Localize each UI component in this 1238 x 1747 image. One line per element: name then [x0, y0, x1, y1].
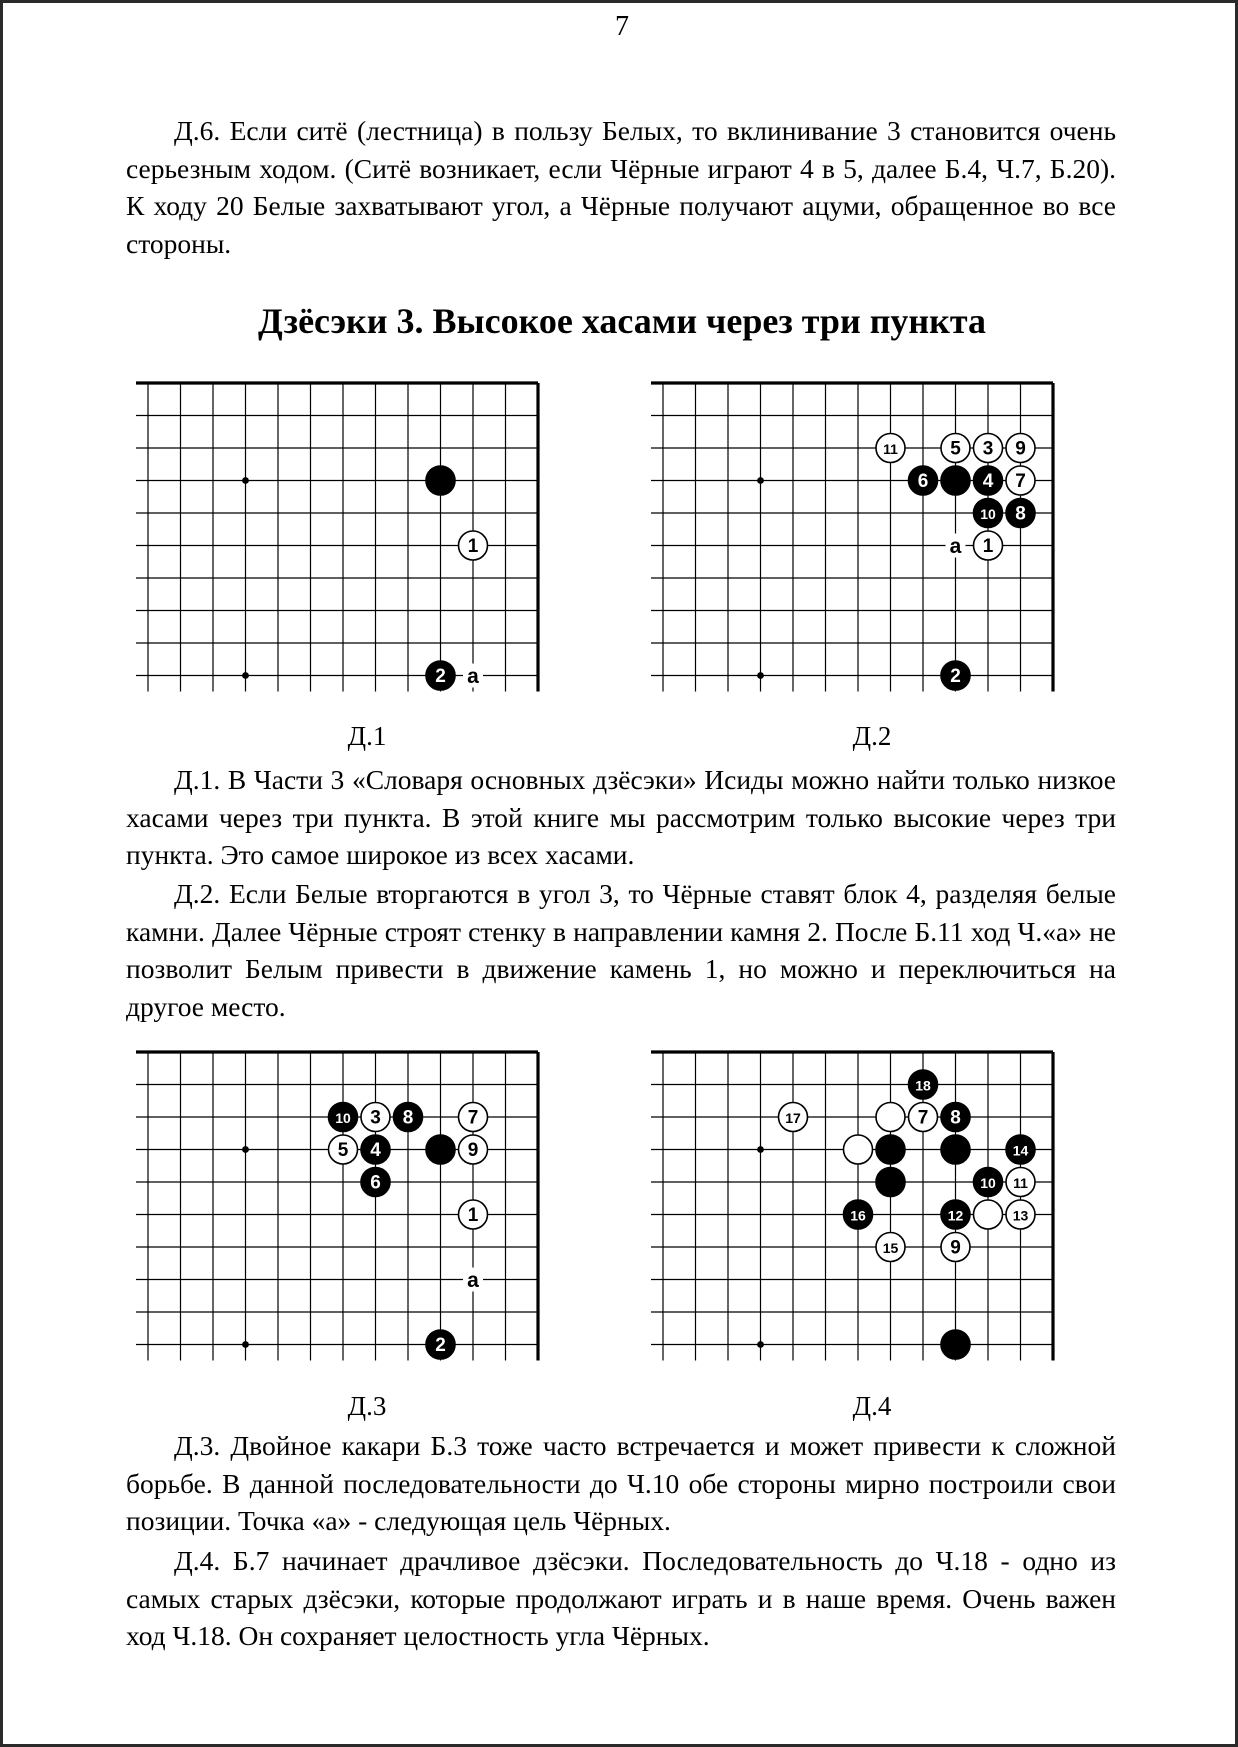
white-stone	[974, 1200, 1003, 1229]
go-diagram-3	[133, 1044, 563, 1389]
white-stone	[876, 1103, 905, 1132]
stone-move-number: 9	[1015, 438, 1026, 460]
white-stone	[941, 434, 970, 463]
stone-move-number: 11	[883, 441, 898, 457]
star-point	[242, 477, 249, 484]
star-point	[242, 1341, 249, 1348]
go-diagram-2	[648, 375, 1078, 720]
black-stone	[876, 1135, 905, 1164]
white-stone	[1006, 1200, 1035, 1229]
black-stone	[876, 1168, 905, 1197]
stone-move-number: 6	[370, 1172, 381, 1194]
stone-move-number: 14	[1012, 1142, 1029, 1159]
black-stone	[941, 1103, 970, 1132]
black-stone	[426, 466, 455, 495]
diagram-caption-1: Д.1	[347, 721, 387, 751]
black-stone	[426, 1135, 455, 1164]
paragraph-d2: Д.2. Если Белые вторгаются в угол 3, то Чёрные ставят блок 4, разделяя белые камни. Далее Чёрные строят стенку в направлении камня 2. После Б.11 ход Ч.«а» не позволит Белым привести в движение камень 1, но можно и переключиться на другое место.	[126, 878, 1116, 1022]
black-stone	[426, 1330, 455, 1359]
section-heading: Дзёсэки 3. Высокое хасами через три пункта	[257, 301, 987, 341]
black-stone	[361, 1168, 390, 1197]
black-stone	[426, 661, 455, 690]
black-stone	[361, 1135, 390, 1164]
stone-move-number: 3	[982, 438, 994, 460]
white-stone	[459, 1103, 488, 1132]
white-stone	[974, 531, 1003, 560]
stone-move-number: 10	[335, 1110, 351, 1126]
stone-move-number: 18	[915, 1077, 931, 1094]
white-stone	[1006, 466, 1035, 495]
white-stone	[941, 1233, 970, 1262]
white-stone	[361, 1103, 390, 1132]
star-point	[242, 672, 249, 679]
stone-move-number: 16	[850, 1207, 866, 1224]
stone-move-number: 5	[337, 1140, 349, 1161]
stone-move-number: 8	[950, 1107, 961, 1129]
white-stone	[459, 531, 488, 560]
stone-move-number: 10	[980, 1175, 996, 1191]
black-stone	[329, 1103, 358, 1132]
stone-move-number: 8	[402, 1107, 414, 1129]
star-point	[757, 477, 764, 484]
stone-move-number: 2	[435, 666, 446, 687]
go-board-3	[133, 1044, 563, 1389]
black-stone	[941, 661, 970, 690]
stone-move-number: 2	[950, 666, 961, 687]
black-stone	[974, 499, 1003, 528]
stone-move-number: 13	[1012, 1207, 1029, 1224]
black-stone	[974, 466, 1003, 495]
page-number: 7	[615, 11, 629, 42]
diagram-caption-4: Д.4	[852, 1391, 892, 1421]
stone-move-number: 4	[982, 471, 994, 492]
white-stone	[329, 1135, 358, 1164]
intro-paragraph: Д.6. Если ситё (лестница) в пользу Белых, то вклинивание 3 становится очень серьезным ходом. (Ситё возникает, если Чёрные играют 4 в 5, далее Б.4, Ч.7, Б.20). К ходу 20 Белые захватывают угол, а Чёрные получают ацуми, обращенное во все стороны.	[126, 115, 1116, 259]
black-stone	[909, 466, 938, 495]
white-stone	[974, 434, 1003, 463]
stone-move-number: 10	[980, 506, 996, 522]
stone-move-number: 12	[947, 1207, 964, 1224]
paragraph-d1: Д.1. В Части 3 «Словаря основных дзёсэки» Исиды можно найти только низкое хасами через три пункта. В этой книге мы рассмотрим только высокие через три пункта. Это самое широкое из всех хасами.	[126, 764, 1116, 870]
stone-move-number: 1	[467, 536, 479, 557]
stone-move-number: 7	[1015, 471, 1026, 492]
stone-move-number: 17	[785, 1110, 801, 1126]
black-stone	[844, 1200, 873, 1229]
diagram-caption-3: Д.3	[347, 1391, 387, 1421]
diagram-caption-2: Д.2	[852, 721, 892, 751]
white-stone	[779, 1103, 808, 1132]
star-point	[242, 1146, 249, 1153]
point-mark-label: a	[949, 535, 962, 558]
point-mark-label: a	[467, 1269, 479, 1292]
point-mark-label: a	[467, 665, 479, 688]
white-stone	[876, 1233, 905, 1262]
go-diagram-4	[648, 1044, 1078, 1389]
paragraph-d4: Д.4. Б.7 начинает драчливое дзёсэки. Последовательность до Ч.18 - одно из самых старых дзёсэки, которые продолжают играть и в наше время. Очень важен ход Ч.18. Он сохраняет целостность угла Чёрных.	[126, 1545, 1116, 1651]
black-stone	[941, 1200, 970, 1229]
white-stone	[1006, 1168, 1035, 1197]
stone-move-number: 11	[1013, 1175, 1028, 1191]
black-stone	[394, 1103, 423, 1132]
black-stone	[941, 1135, 970, 1164]
stone-move-number: 7	[467, 1107, 479, 1129]
stone-move-number: 9	[467, 1140, 479, 1161]
white-stone	[844, 1135, 873, 1164]
stone-move-number: 6	[917, 471, 929, 492]
black-stone	[1006, 499, 1035, 528]
star-point	[757, 1146, 764, 1153]
stone-move-number: 1	[467, 1205, 479, 1226]
stone-move-number: 4	[370, 1140, 381, 1161]
white-stone	[459, 1135, 488, 1164]
black-stone	[1006, 1135, 1035, 1164]
white-stone	[1006, 434, 1035, 463]
go-board-1	[133, 375, 563, 720]
stone-move-number: 3	[370, 1107, 381, 1129]
black-stone	[941, 466, 970, 495]
stone-move-number: 8	[1015, 503, 1026, 525]
go-board-2	[648, 375, 1078, 720]
stone-move-number: 1	[982, 536, 994, 557]
stone-move-number: 2	[435, 1335, 446, 1356]
paragraph-d3: Д.3. Двойное какари Б.3 тоже часто встречается и может привести к сложной борьбе. В данной последовательности до Ч.10 обе стороны мирно построили свои позиции. Точка «а» - следующая цель Чёрных.	[126, 1430, 1116, 1536]
go-diagram-1	[133, 375, 563, 720]
white-stone	[459, 1200, 488, 1229]
go-board-4	[648, 1044, 1078, 1389]
white-stone	[909, 1103, 938, 1132]
black-stone	[941, 1330, 970, 1359]
stone-move-number: 15	[882, 1240, 899, 1256]
star-point	[757, 1341, 764, 1348]
stone-move-number: 7	[917, 1107, 929, 1129]
black-stone	[909, 1070, 938, 1099]
stone-move-number: 5	[950, 438, 961, 460]
star-point	[757, 672, 764, 679]
stone-move-number: 9	[950, 1237, 961, 1259]
white-stone	[876, 434, 905, 463]
black-stone	[974, 1168, 1003, 1197]
